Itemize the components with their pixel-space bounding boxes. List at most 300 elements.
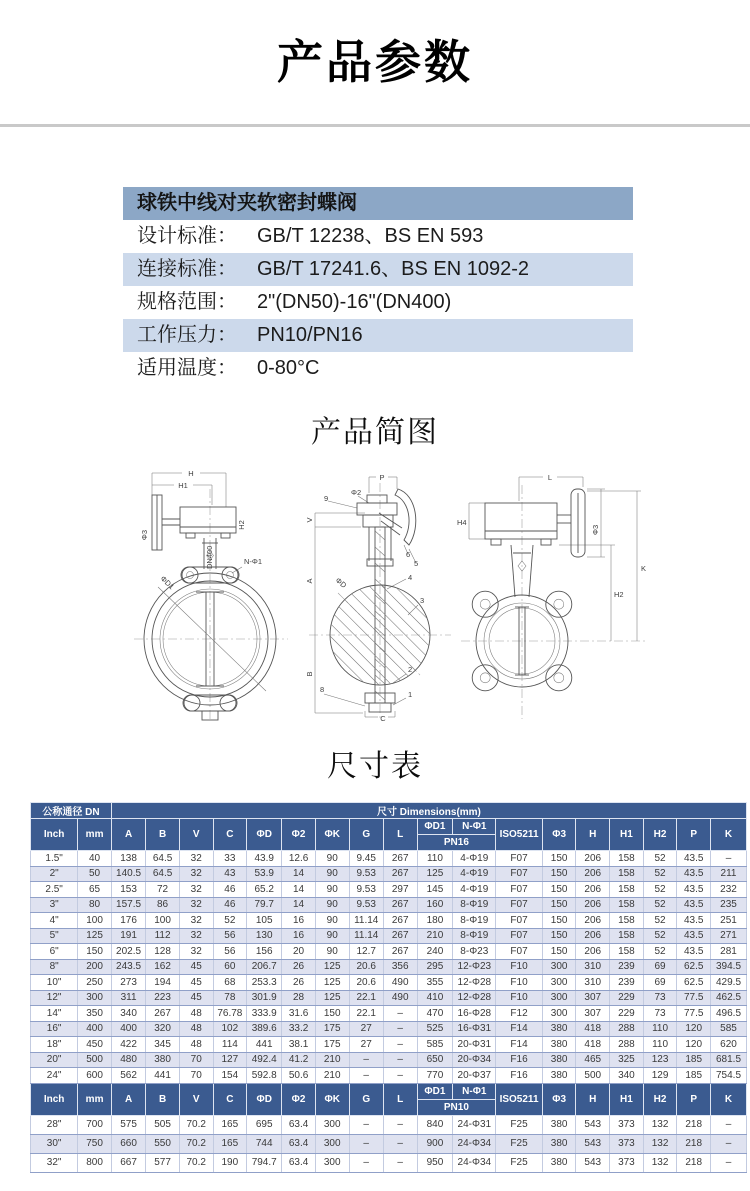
dim-cell: 300 <box>542 1006 576 1022</box>
spec-row <box>123 319 633 352</box>
dim-cell: 311 <box>111 990 145 1006</box>
dim-cell: 78 <box>213 990 247 1006</box>
dim-row <box>31 1134 747 1153</box>
dim-cell: 24-Φ31 <box>453 1115 496 1134</box>
dim-cell: 100 <box>146 913 180 929</box>
dim-cell: 22.1 <box>349 1006 383 1022</box>
dim-cell: 50.6 <box>282 1068 316 1084</box>
dim-header-cell: G <box>349 819 383 851</box>
dim-cell: 350 <box>78 1006 112 1022</box>
dim-row <box>31 990 747 1006</box>
dim-cell: 90 <box>315 851 349 867</box>
dim-cell: 120 <box>677 1021 711 1037</box>
dim-cell: 20.6 <box>349 959 383 975</box>
dim-cell: 10" <box>31 975 78 991</box>
page <box>0 26 750 1173</box>
dim-cell: 90 <box>315 944 349 960</box>
part-label-9: 9 <box>324 494 329 503</box>
dim-cell: 129 <box>643 1068 677 1084</box>
dim-cell: 800 <box>78 1153 112 1172</box>
dim-cell: 950 <box>417 1153 453 1172</box>
dim-cell: 32 <box>179 866 213 882</box>
dim-cell: 150 <box>542 866 576 882</box>
spec-label: 规格范围： <box>137 291 237 313</box>
dim-cell: 206 <box>576 866 610 882</box>
dim-cell: 132 <box>643 1153 677 1172</box>
dim-cell: 8" <box>31 959 78 975</box>
dim-header-cell: Inch <box>31 819 78 851</box>
dim-cell: 840 <box>417 1115 453 1134</box>
dim-cell: 110 <box>643 1021 677 1037</box>
diagram-title: 产品简图 <box>311 416 439 449</box>
dim-cell: 14 <box>282 882 316 898</box>
dim-cell: 43.5 <box>677 897 711 913</box>
dim-header-cell: A <box>111 1083 145 1115</box>
dim-cell: 9.53 <box>349 866 383 882</box>
dim-cell: 22.1 <box>349 990 383 1006</box>
dim-cell: 160 <box>417 897 453 913</box>
dim-row <box>31 1052 747 1068</box>
dim-cell: 14 <box>282 866 316 882</box>
dim-cell: 320 <box>146 1021 180 1037</box>
dim-cell: 418 <box>576 1037 610 1053</box>
dim-header-cell: H1 <box>610 819 644 851</box>
dim-cell: 206 <box>576 928 610 944</box>
dim-label-c: C <box>380 714 386 723</box>
dim-cell: 235 <box>711 897 747 913</box>
dimension-lines <box>152 473 242 573</box>
dim-cell: F14 <box>496 1021 543 1037</box>
dim-cell: 158 <box>610 913 644 929</box>
dim-cell: 585 <box>711 1021 747 1037</box>
dim-cell: 16 <box>282 913 316 929</box>
dim-row <box>31 1006 747 1022</box>
dim-cell: 206 <box>576 913 610 929</box>
dim-cell: 16-Φ28 <box>453 1006 496 1022</box>
dim-cell: 130 <box>247 928 282 944</box>
dim-cell: F25 <box>496 1115 543 1134</box>
dim-cell: F10 <box>496 975 543 991</box>
dim-label-k: K <box>641 564 647 573</box>
dim-header-cell: C <box>213 819 247 851</box>
dim-cell: 140.5 <box>111 866 145 882</box>
dim-cell: 165 <box>213 1134 247 1153</box>
dim-cell: – <box>349 1153 383 1172</box>
dim-cell: 229 <box>610 990 644 1006</box>
dim-cell: 105 <box>247 913 282 929</box>
dim-cell: 90 <box>315 928 349 944</box>
dim-label-phid1: ΦD1 <box>158 573 177 592</box>
dim-cell: F07 <box>496 866 543 882</box>
dim-cell: 132 <box>643 1134 677 1153</box>
dim-cell: – <box>383 1134 417 1153</box>
spec-value: 0-80°C <box>257 357 320 379</box>
dim-header-cell: H <box>576 819 610 851</box>
dim-row <box>31 944 747 960</box>
dim-cell: F07 <box>496 897 543 913</box>
dim-cell: 218 <box>677 1115 711 1134</box>
dim-cell: 175 <box>315 1021 349 1037</box>
part-label-1: 1 <box>408 690 413 699</box>
dim-cell: 288 <box>610 1021 644 1037</box>
dim-cell: – <box>349 1068 383 1084</box>
dim-cell: 422 <box>111 1037 145 1053</box>
dim-cell: 90 <box>315 913 349 929</box>
dim-cell: 70 <box>179 1052 213 1068</box>
dim-cell: – <box>383 1037 417 1053</box>
part-label-4: 4 <box>408 573 413 582</box>
dim-header-cell: B <box>146 1083 180 1115</box>
dim-cell: 620 <box>711 1037 747 1053</box>
dim-cell: 112 <box>146 928 180 944</box>
dim-cell: 239 <box>610 959 644 975</box>
dim-cell: 127 <box>213 1052 247 1068</box>
dim-cell: 52 <box>643 851 677 867</box>
dim-cell: 80 <box>78 897 112 913</box>
dim-cell: 24" <box>31 1068 78 1084</box>
dim-cell: 150 <box>542 897 576 913</box>
dim-cell: 125 <box>417 866 453 882</box>
dim-cell: 138 <box>111 851 145 867</box>
dim-header-cell: B <box>146 819 180 851</box>
dim-cell: 62.5 <box>677 975 711 991</box>
dim-cell: 2" <box>31 866 78 882</box>
dim-cell: 16 <box>282 928 316 944</box>
dim-cell: 550 <box>146 1134 180 1153</box>
dim-cell: 125 <box>315 959 349 975</box>
dim-cell: 28" <box>31 1115 78 1134</box>
dim-cell: 356 <box>383 959 417 975</box>
dim-cell: 43.5 <box>677 851 711 867</box>
dim-cell: 176 <box>111 913 145 929</box>
dim-cell: 441 <box>247 1037 282 1053</box>
dim-header-cell: H2 <box>643 819 677 851</box>
dim-cell: 2.5" <box>31 882 78 898</box>
dim-cell: F07 <box>496 928 543 944</box>
dim-cell: 340 <box>111 1006 145 1022</box>
dim-cell: 158 <box>610 928 644 944</box>
dim-header-cell: C <box>213 1083 247 1115</box>
dim-cell: 380 <box>542 1021 576 1037</box>
dim-cell: 12.6 <box>282 851 316 867</box>
dim-cell: 30" <box>31 1134 78 1153</box>
dim-cell: 380 <box>542 1153 576 1172</box>
dim-cell: 267 <box>383 897 417 913</box>
dim-cell: 394.5 <box>711 959 747 975</box>
dim-cell: 12-Φ28 <box>453 975 496 991</box>
dim-cell: 48 <box>179 1006 213 1022</box>
dim-cell: 288 <box>610 1037 644 1053</box>
dim-cell: 114 <box>213 1037 247 1053</box>
dim-row <box>31 882 747 898</box>
dim-cell: 500 <box>78 1052 112 1068</box>
dim-cell: 20-Φ34 <box>453 1052 496 1068</box>
dim-cell: 32 <box>179 851 213 867</box>
dim-cell: 490 <box>383 990 417 1006</box>
dim-row <box>31 1153 747 1172</box>
dim-cell: 300 <box>315 1115 349 1134</box>
dim-columns-row <box>31 819 747 835</box>
dim-cell: F10 <box>496 959 543 975</box>
dim-label-b: B <box>305 671 314 677</box>
dim-cell: 65 <box>78 882 112 898</box>
dim-cell: 73 <box>643 1006 677 1022</box>
dim-label-p: P <box>379 473 385 482</box>
dim-cell: 9.53 <box>349 882 383 898</box>
dim-cell: 8-Φ19 <box>453 913 496 929</box>
dim-cell: 480 <box>111 1052 145 1068</box>
dim-cell: 158 <box>610 944 644 960</box>
dim-cell: 300 <box>542 959 576 975</box>
dim-cell: 744 <box>247 1134 282 1153</box>
spec-rows <box>123 220 633 385</box>
spec-value: GB/T 17241.6、BS EN 1092-2 <box>257 258 530 280</box>
dim-label-h1: H1 <box>178 481 188 490</box>
dim-header-cell: N-Φ1 <box>453 819 496 835</box>
dim-cell: 11.14 <box>349 928 383 944</box>
dim-cell: 20 <box>282 944 316 960</box>
side-view-drawing <box>455 465 670 723</box>
spec-value: 2"(DN50)-16"(DN400) <box>257 291 452 313</box>
dim-cell: 77.5 <box>677 990 711 1006</box>
spec-row <box>123 352 633 385</box>
dim-cell: 206 <box>576 851 610 867</box>
dim-label-h2: H2 <box>614 590 624 599</box>
dim-header-cell: mm <box>78 819 112 851</box>
dim-cell: 18" <box>31 1037 78 1053</box>
dim-cell: F07 <box>496 882 543 898</box>
dim-cell: 27 <box>349 1037 383 1053</box>
dim-cell: – <box>711 1153 747 1172</box>
dim-label-phi2: Φ2 <box>351 488 362 497</box>
dim-cell: 543 <box>576 1134 610 1153</box>
dim-cell: 24-Φ34 <box>453 1134 496 1153</box>
dim-cell: 380 <box>146 1052 180 1068</box>
dim-cell: 32 <box>179 928 213 944</box>
dim-cell: – <box>383 1052 417 1068</box>
dim-row <box>31 1068 747 1084</box>
dim-cell: 250 <box>78 975 112 991</box>
dim-cell: 4-Φ19 <box>453 866 496 882</box>
dim-cell: 267 <box>383 851 417 867</box>
dim-header-cell: A <box>111 819 145 851</box>
pn-header: PN16 <box>417 835 496 851</box>
dim-cell: 592.8 <box>247 1068 282 1084</box>
dim-header-cell: L <box>383 819 417 851</box>
dim-cell: 660 <box>111 1134 145 1153</box>
spec-label: 连接标准： <box>137 258 237 280</box>
dim-cell: 770 <box>417 1068 453 1084</box>
dim-cell: 52 <box>643 897 677 913</box>
dim-row <box>31 897 747 913</box>
dim-cell: 43.5 <box>677 913 711 929</box>
dim-cell: 900 <box>417 1134 453 1153</box>
dim-cell: 125 <box>78 928 112 944</box>
gearbox <box>485 503 571 545</box>
part-label-5: 5 <box>414 559 419 568</box>
dim-cell: 754.5 <box>711 1068 747 1084</box>
dim-cell: 63.4 <box>282 1134 316 1153</box>
dim-cell: 150 <box>315 1006 349 1022</box>
dim-row <box>31 975 747 991</box>
dim-cell: 300 <box>315 1153 349 1172</box>
stem-marking: DN400 <box>205 545 214 569</box>
dim-cell: 462.5 <box>711 990 747 1006</box>
dimension-lines <box>315 477 418 717</box>
dim-cell: 63.4 <box>282 1115 316 1134</box>
dim-cell: 218 <box>677 1153 711 1172</box>
dim-cell: 239 <box>610 975 644 991</box>
dim-cell: 52 <box>643 882 677 898</box>
dim-cell: 267 <box>383 913 417 929</box>
dim-header-cell: ΦK <box>315 1083 349 1115</box>
dim-cell: 325 <box>610 1052 644 1068</box>
dim-cell: F14 <box>496 1037 543 1053</box>
dim-cell: 100 <box>78 913 112 929</box>
dim-cell: 46 <box>213 882 247 898</box>
dim-cell: 26 <box>282 975 316 991</box>
dim-cell: F16 <box>496 1068 543 1084</box>
dim-cell: 310 <box>576 959 610 975</box>
dim-row <box>31 1037 747 1053</box>
dim-row <box>31 1115 747 1134</box>
dim-cell: 297 <box>383 882 417 898</box>
dim-cell: 4-Φ19 <box>453 851 496 867</box>
dim-cell: – <box>349 1115 383 1134</box>
dim-cell: 273 <box>111 975 145 991</box>
dim-cell: 52 <box>643 944 677 960</box>
dim-cell: 64.5 <box>146 866 180 882</box>
dim-header-cell: mm <box>78 1083 112 1115</box>
dim-cell: – <box>383 1021 417 1037</box>
dim-cell: 120 <box>677 1037 711 1053</box>
dim-cell: 4-Φ19 <box>453 882 496 898</box>
dim-cell: – <box>711 1134 747 1153</box>
dim-label-h4: H4 <box>457 518 467 527</box>
dim-header-cell: ΦK <box>315 819 349 851</box>
handwheel <box>152 495 180 550</box>
dim-cell: 43.5 <box>677 944 711 960</box>
dim-cell: 41.2 <box>282 1052 316 1068</box>
dim-cell: 307 <box>576 990 610 1006</box>
dim-header-cell: Φ3 <box>542 1083 576 1115</box>
dim-cell: 180 <box>417 913 453 929</box>
dim-cell: 223 <box>146 990 180 1006</box>
dim-cell: 32" <box>31 1153 78 1172</box>
dim-cell: 125 <box>315 990 349 1006</box>
dim-cell: F10 <box>496 990 543 1006</box>
dim-cell: 14" <box>31 1006 78 1022</box>
dim-cell: 76.78 <box>213 1006 247 1022</box>
dim-cell: 69 <box>643 975 677 991</box>
dim-cell: 125 <box>315 975 349 991</box>
dim-cell: 8-Φ19 <box>453 928 496 944</box>
dim-cell: 667 <box>111 1153 145 1172</box>
dim-label-phi3: Φ3 <box>140 529 149 541</box>
dim-cell: 575 <box>111 1115 145 1134</box>
dim-cell: 500 <box>576 1068 610 1084</box>
dim-cell: 153 <box>111 882 145 898</box>
dim-cell: 6" <box>31 944 78 960</box>
dim-cell: – <box>383 1153 417 1172</box>
dim-cell: 543 <box>576 1153 610 1172</box>
dim-cell: 380 <box>542 1134 576 1153</box>
dim-header-cell: P <box>677 819 711 851</box>
dim-cell: 16-Φ31 <box>453 1021 496 1037</box>
dim-cell: 158 <box>610 882 644 898</box>
dim-header-cell: K <box>711 1083 747 1115</box>
dim-header-cell: Φ2 <box>282 819 316 851</box>
dim-cell: 72 <box>146 882 180 898</box>
dim-header-cell: G <box>349 1083 383 1115</box>
dim-cell: 340 <box>610 1068 644 1084</box>
dim-header-cell: V <box>179 1083 213 1115</box>
dim-cell: – <box>383 1068 417 1084</box>
dim-header-cell: L <box>383 1083 417 1115</box>
dim-cell: 52 <box>213 913 247 929</box>
dim-cell: F07 <box>496 944 543 960</box>
dim-cell: 70.2 <box>179 1115 213 1134</box>
dims-group-header: 尺寸 Dimensions(mm) <box>111 803 746 819</box>
dim-cell: 295 <box>417 959 453 975</box>
dim-cell: 12.7 <box>349 944 383 960</box>
dim-cell: 158 <box>610 866 644 882</box>
dim-cell: 90 <box>315 866 349 882</box>
dim-cell: 32 <box>179 944 213 960</box>
dim-cell: 8-Φ23 <box>453 944 496 960</box>
dim-cell: 77.5 <box>677 1006 711 1022</box>
dim-cell: 470 <box>417 1006 453 1022</box>
dim-cell: 52 <box>643 866 677 882</box>
dim-cell: 194 <box>146 975 180 991</box>
dim-cell: 24-Φ34 <box>453 1153 496 1172</box>
dim-cell: 123 <box>643 1052 677 1068</box>
dim-cell: 102 <box>213 1021 247 1037</box>
dim-cell: 373 <box>610 1115 644 1134</box>
dim-cell: 158 <box>610 897 644 913</box>
dim-label-n-phi1: N-Φ1 <box>244 557 263 566</box>
dim-cell: 389.6 <box>247 1021 282 1037</box>
dim-cell: 53.9 <box>247 866 282 882</box>
dim-cell: 110 <box>643 1037 677 1053</box>
dim-cell: 251 <box>711 913 747 929</box>
dim-cell: 267 <box>383 928 417 944</box>
dim-cell: 38.1 <box>282 1037 316 1053</box>
page-title: 产品参数 <box>277 36 473 88</box>
centerlines <box>461 485 647 719</box>
dim-cell: 267 <box>383 866 417 882</box>
dim-cell: 1.5" <box>31 851 78 867</box>
dim-cell: 9.53 <box>349 897 383 913</box>
dim-cell: 267 <box>383 944 417 960</box>
spec-label: 适用温度： <box>137 357 237 379</box>
dim-cell: 9.45 <box>349 851 383 867</box>
spec-card-title: 球铁中线对夹软密封蝶阀 <box>123 187 633 220</box>
spec-row <box>123 253 633 286</box>
dn-group-header: 公称通径 DN <box>31 803 112 819</box>
dim-cell: 64.5 <box>146 851 180 867</box>
gearbox <box>180 507 236 538</box>
dim-cell: 28 <box>282 990 316 1006</box>
dim-cell: 4" <box>31 913 78 929</box>
dim-label-l: L <box>547 473 553 482</box>
dim-cell: 14 <box>282 897 316 913</box>
dim-cell: 32 <box>179 913 213 929</box>
dim-cell: 218 <box>677 1134 711 1153</box>
dim-cell: 12-Φ28 <box>453 990 496 1006</box>
dim-cell: 300 <box>315 1134 349 1153</box>
dim-columns-row <box>31 1083 747 1099</box>
